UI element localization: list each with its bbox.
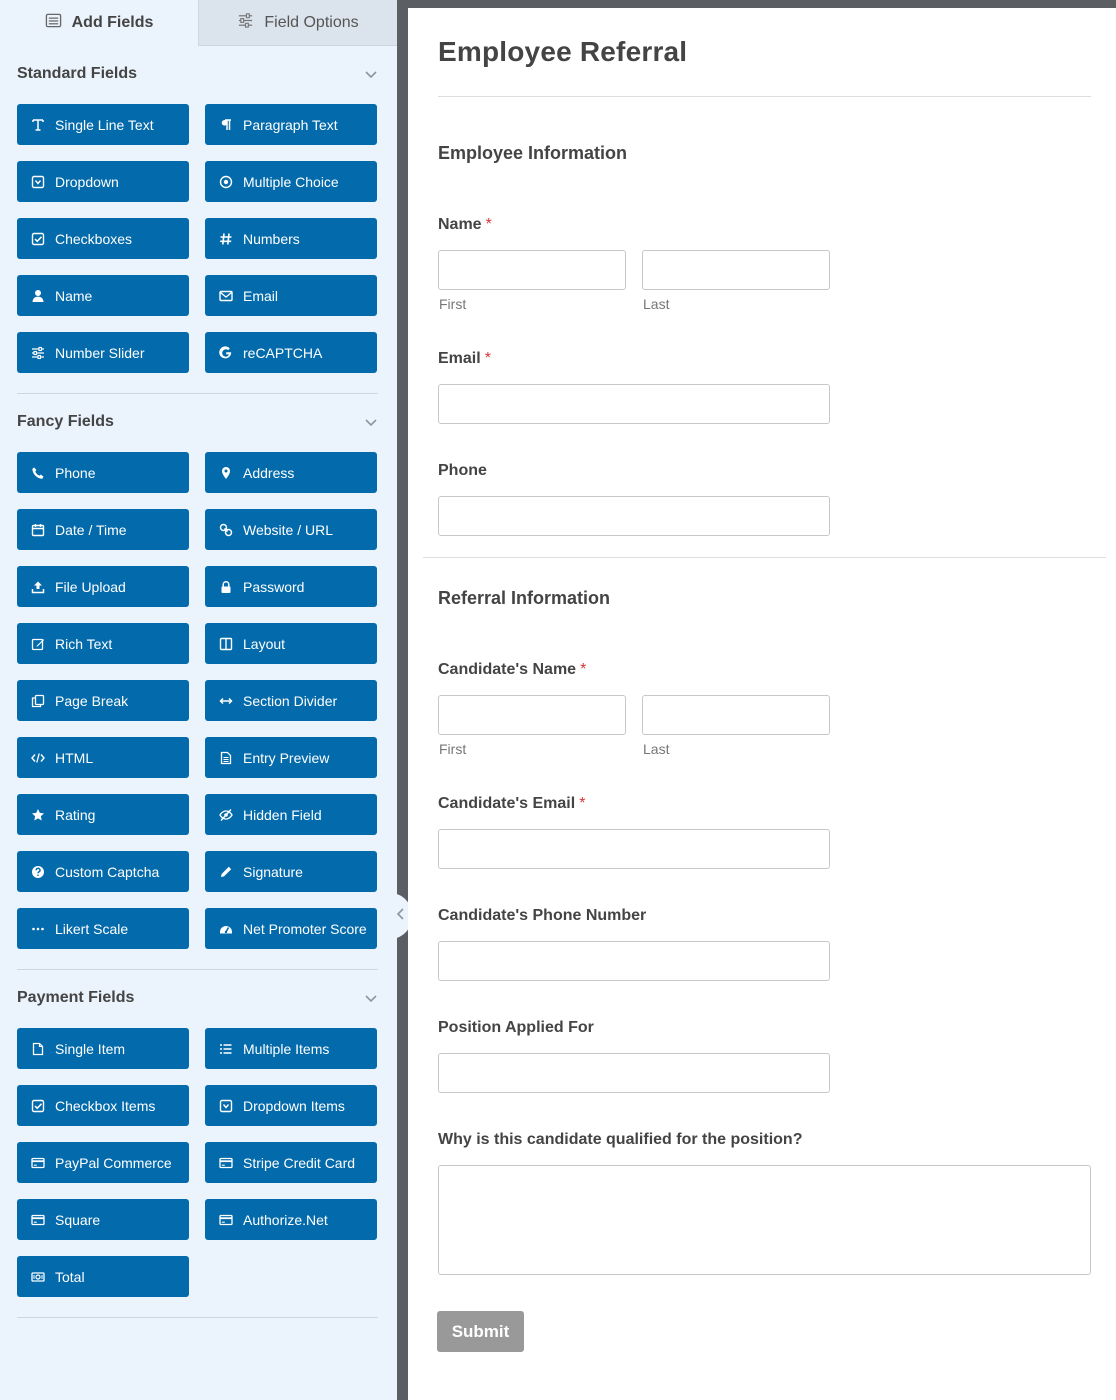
- phone-icon: [31, 466, 45, 480]
- field-button-label: HTML: [55, 749, 94, 766]
- tab-field-options-label: Field Options: [264, 13, 359, 31]
- credit-card-icon: [219, 1156, 233, 1170]
- field-button-label: Single Line Text: [55, 116, 154, 133]
- field-button-authorize-net[interactable]: [205, 1199, 377, 1240]
- credit-card-icon: [31, 1156, 45, 1170]
- calendar-icon: [31, 523, 45, 537]
- field-button-label: Numbers: [243, 230, 300, 247]
- field-button-label: Date / Time: [55, 521, 127, 538]
- payment-fields-header[interactable]: [17, 986, 378, 1010]
- name-last-input[interactable]: [642, 250, 830, 290]
- field-button-label: Signature: [243, 863, 303, 880]
- top-strip: [408, 0, 1116, 8]
- candidate-last-sublabel: Last: [643, 741, 670, 757]
- google-icon: [219, 346, 233, 360]
- list-alt-icon: [45, 12, 62, 34]
- name-label-text: Name: [438, 216, 482, 233]
- group-divider: [17, 969, 378, 970]
- name-last-sublabel: Last: [643, 296, 670, 312]
- email-label-text: Email: [438, 350, 481, 367]
- field-button-section-divider[interactable]: [205, 680, 377, 721]
- field-button-website-url[interactable]: [205, 509, 377, 550]
- columns-icon: [219, 637, 233, 651]
- fancy-fields-title: Fancy Fields: [17, 413, 114, 430]
- text-icon: [31, 118, 45, 132]
- field-button-layout[interactable]: [205, 623, 377, 664]
- field-button-checkboxes[interactable]: [17, 218, 189, 259]
- arrows-h-icon: [219, 694, 233, 708]
- position-label: Position Applied For: [438, 1019, 594, 1036]
- candidate-phone-label: Candidate's Phone Number: [438, 907, 647, 924]
- field-button-entry-preview[interactable]: [205, 737, 377, 778]
- field-button-paypal-commerce[interactable]: [17, 1142, 189, 1183]
- phone-input[interactable]: [438, 496, 830, 536]
- credit-card-icon: [219, 1213, 233, 1227]
- checkbox-icon: [31, 1099, 45, 1113]
- tab-add-fields-label: Add Fields: [71, 14, 154, 31]
- field-button-single-item[interactable]: [17, 1028, 189, 1069]
- field-button-rich-text[interactable]: [17, 623, 189, 664]
- fancy-fields-header[interactable]: [17, 410, 378, 434]
- candidate-email-label: [438, 795, 585, 813]
- field-button-net-promoter-score[interactable]: [205, 908, 377, 949]
- fields-panel: [0, 0, 397, 1400]
- panel-separator: [397, 0, 408, 1400]
- field-button-label: Website / URL: [243, 521, 333, 538]
- field-button-label: Stripe Credit Card: [243, 1154, 356, 1171]
- field-button-label: Hidden Field: [243, 806, 322, 823]
- field-button-label: Custom Captcha: [55, 863, 160, 880]
- field-button-rating[interactable]: [17, 794, 189, 835]
- chevron-down-icon: [364, 67, 378, 81]
- file-text-icon: [219, 751, 233, 765]
- email-input[interactable]: [438, 384, 830, 424]
- field-button-label: Dropdown: [55, 173, 119, 190]
- name-label: [438, 216, 492, 234]
- candidate-name-label: [438, 661, 586, 679]
- eye-slash-icon: [219, 808, 233, 822]
- radio-icon: [219, 175, 233, 189]
- field-button-label: Password: [243, 578, 305, 595]
- field-button-label: Entry Preview: [243, 749, 330, 766]
- chevron-down-icon: [364, 991, 378, 1005]
- payment-fields-title: Payment Fields: [17, 989, 135, 1006]
- field-button-likert-scale[interactable]: [17, 908, 189, 949]
- field-button-label: Single Item: [55, 1040, 126, 1057]
- field-button-address[interactable]: [205, 452, 377, 493]
- panel-tabs: [0, 0, 397, 46]
- field-button-password[interactable]: [205, 566, 377, 607]
- field-button-label: Total: [55, 1268, 85, 1285]
- field-button-square[interactable]: [17, 1199, 189, 1240]
- field-button-label: Multiple Choice: [243, 173, 339, 190]
- field-button-dropdown-items[interactable]: [205, 1085, 377, 1126]
- name-first-sublabel: First: [439, 296, 467, 312]
- candidate-first-input[interactable]: [438, 695, 626, 735]
- list-icon: [219, 1042, 233, 1056]
- qualification-label: Why is this candidate qualified for the position?: [438, 1131, 803, 1148]
- field-button-single-line-text[interactable]: [17, 104, 189, 145]
- sliders-icon: [31, 346, 45, 360]
- field-button-total[interactable]: [17, 1256, 189, 1297]
- candidate-last-input[interactable]: [642, 695, 830, 735]
- field-button-label: Rich Text: [55, 635, 113, 652]
- field-button-label: Rating: [55, 806, 96, 823]
- submit-button[interactable]: Submit: [437, 1311, 524, 1352]
- chevron-down-icon: [364, 415, 378, 429]
- tab-add-fields[interactable]: [0, 0, 198, 46]
- paragraph-icon: [219, 118, 233, 132]
- field-button-multiple-choice[interactable]: [205, 161, 377, 202]
- field-button-paragraph-text[interactable]: [205, 104, 377, 145]
- group-divider: [17, 1317, 378, 1318]
- position-input[interactable]: [438, 1053, 830, 1093]
- field-button-file-upload[interactable]: [17, 566, 189, 607]
- link-icon: [219, 523, 233, 537]
- field-button-label: Square: [55, 1211, 101, 1228]
- field-button-name[interactable]: [17, 275, 189, 316]
- candidate-email-label-text: Candidate's Email: [438, 795, 576, 812]
- code-icon: [31, 751, 45, 765]
- field-button-label: PayPal Commerce: [55, 1154, 172, 1171]
- field-button-custom-captcha[interactable]: [17, 851, 189, 892]
- field-button-label: Number Slider: [55, 344, 145, 361]
- field-button-email[interactable]: [205, 275, 377, 316]
- title-divider: [438, 96, 1091, 97]
- field-button-label: Dropdown Items: [243, 1097, 345, 1114]
- field-button-hidden-field[interactable]: [205, 794, 377, 835]
- pencil-icon: [219, 865, 233, 879]
- field-button-label: Paragraph Text: [243, 116, 338, 133]
- user-icon: [31, 289, 45, 303]
- money-icon: [31, 1270, 45, 1284]
- field-button-label: Multiple Items: [243, 1040, 330, 1057]
- field-button-label: Name: [55, 287, 93, 304]
- field-button-label: Net Promoter Score: [243, 920, 367, 937]
- group-divider: [17, 393, 378, 394]
- field-button-label: Likert Scale: [55, 920, 129, 937]
- field-button-label: Address: [243, 464, 295, 481]
- section-divider: [423, 557, 1106, 558]
- hash-icon: [219, 232, 233, 246]
- field-button-label: reCAPTCHA: [243, 344, 323, 361]
- field-button-label: Checkboxes: [55, 230, 133, 247]
- lock-icon: [219, 580, 233, 594]
- required-mark: *: [579, 795, 586, 812]
- field-button-label: Phone: [55, 464, 96, 481]
- field-button-number-slider[interactable]: [17, 332, 189, 373]
- upload-icon: [31, 580, 45, 594]
- field-button-label: Authorize.Net: [243, 1211, 328, 1228]
- dropdown-icon: [31, 175, 45, 189]
- copy-icon: [31, 694, 45, 708]
- field-button-numbers[interactable]: [205, 218, 377, 259]
- required-mark: *: [485, 216, 492, 233]
- field-button-label: Page Break: [55, 692, 129, 709]
- section-employee-information: Employee Information: [438, 143, 628, 163]
- required-mark: *: [580, 661, 587, 678]
- credit-card-icon: [31, 1213, 45, 1227]
- field-button-label: Section Divider: [243, 692, 338, 709]
- field-button-label: Email: [243, 287, 279, 304]
- standard-fields-header[interactable]: [17, 62, 378, 86]
- sliders-icon: [237, 12, 254, 34]
- edit-icon: [31, 637, 45, 651]
- tab-field-options[interactable]: [198, 0, 397, 46]
- ellipsis-icon: [31, 922, 45, 936]
- standard-fields-title: Standard Fields: [17, 65, 138, 82]
- field-button-recaptcha[interactable]: [205, 332, 377, 373]
- field-button-label: Checkbox Items: [55, 1097, 156, 1114]
- field-button-stripe-credit-card[interactable]: [205, 1142, 377, 1183]
- dropdown-icon: [219, 1099, 233, 1113]
- name-first-input[interactable]: [438, 250, 626, 290]
- field-button-checkbox-items[interactable]: [17, 1085, 189, 1126]
- file-icon: [31, 1042, 45, 1056]
- question-circle-icon: [31, 865, 45, 879]
- field-button-label: Layout: [243, 635, 286, 652]
- field-button-signature[interactable]: [205, 851, 377, 892]
- phone-label: Phone: [438, 462, 487, 479]
- field-button-date-time[interactable]: [17, 509, 189, 550]
- field-button-html[interactable]: [17, 737, 189, 778]
- candidate-phone-input[interactable]: [438, 941, 830, 981]
- field-button-page-break[interactable]: [17, 680, 189, 721]
- qualification-textarea[interactable]: [438, 1165, 1091, 1275]
- star-icon: [31, 808, 45, 822]
- field-button-label: File Upload: [55, 578, 126, 595]
- candidate-email-input[interactable]: [438, 829, 830, 869]
- form-title: Employee Referral: [438, 36, 688, 67]
- required-mark: *: [484, 350, 491, 367]
- field-button-multiple-items[interactable]: [205, 1028, 377, 1069]
- tachometer-icon: [219, 922, 233, 936]
- candidate-first-sublabel: First: [439, 741, 467, 757]
- candidate-name-label-text: Candidate's Name: [438, 661, 577, 678]
- chevron-left-icon: [396, 907, 406, 925]
- email-label: [438, 350, 491, 368]
- map-marker-icon: [219, 466, 233, 480]
- checkbox-icon: [31, 232, 45, 246]
- section-referral-information: Referral Information: [438, 588, 611, 608]
- field-button-phone[interactable]: [17, 452, 189, 493]
- field-button-dropdown[interactable]: [17, 161, 189, 202]
- envelope-icon: [219, 289, 233, 303]
